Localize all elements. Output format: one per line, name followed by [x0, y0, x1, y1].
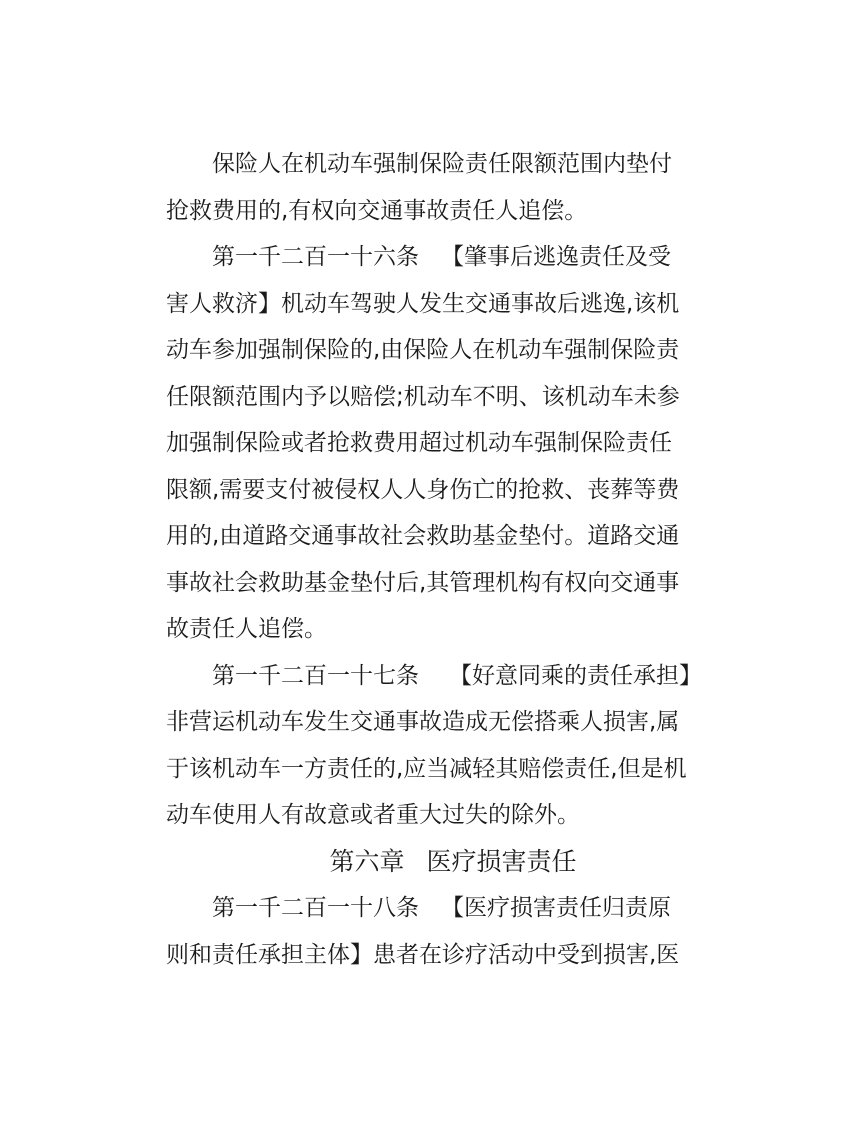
- article-title: 【肇事后逃逸责任及受: [441, 244, 671, 270]
- article-1216-heading-line: [166, 234, 726, 281]
- chapter-number: 第六章: [329, 846, 405, 876]
- paragraph-line: 故责任人追偿。: [166, 616, 327, 642]
- chapter-heading: [166, 839, 726, 886]
- article-number: 第一千二百一十七条: [212, 662, 419, 689]
- paragraph-line: 加强制保险或者抢救费用超过机动车强制保险责任: [166, 430, 672, 456]
- paragraph-line: 任限额范围内予以赔偿;机动车不明、该机动车未参: [166, 383, 680, 410]
- paragraph-line: 动车参加强制保险的,由保险人在机动车强制保险责: [166, 337, 680, 363]
- paragraph-line: 则和责任承担主体】患者在诊疗活动中受到损害,医: [166, 941, 680, 968]
- paragraph-line: 动车使用人有故意或者重大过失的除外。: [166, 802, 580, 828]
- article-title: 【好意同乘的责任承担】: [449, 662, 702, 689]
- paragraph-line: 非营运机动车发生交通事故造成无偿搭乘人损害,属: [166, 709, 680, 735]
- paragraph-line: 事故社会救助基金垫付后,其管理机构有权向交通事: [166, 569, 680, 596]
- paragraph-line: 抢救费用的,有权向交通事故责任人追偿。: [166, 197, 588, 224]
- article-number: 第一千二百一十八条: [212, 895, 419, 921]
- paragraph-line: 害人救济】机动车驾驶人发生交通事故后逃逸,该机: [166, 290, 680, 317]
- paragraph-line: 用的,由道路交通事故社会救助基金垫付。道路交通: [166, 523, 680, 549]
- article-1218-heading-line: [166, 885, 726, 932]
- paragraph-line: 保险人在机动车强制保险责任限额范围内垫付: [212, 151, 672, 177]
- paragraph-line: 限额,需要支付被侵权人人身伤亡的抢救、丧葬等费: [166, 476, 680, 503]
- article-1217-heading-line: [166, 653, 726, 700]
- body-text: [166, 141, 726, 978]
- paragraph-line: 于该机动车一方责任的,应当减轻其赔偿责任,但是机: [166, 755, 687, 782]
- article-title: 【医疗损害责任归责原: [441, 895, 671, 921]
- article-number: 第一千二百一十六条: [212, 244, 419, 270]
- chapter-title: 医疗损害责任: [426, 846, 577, 876]
